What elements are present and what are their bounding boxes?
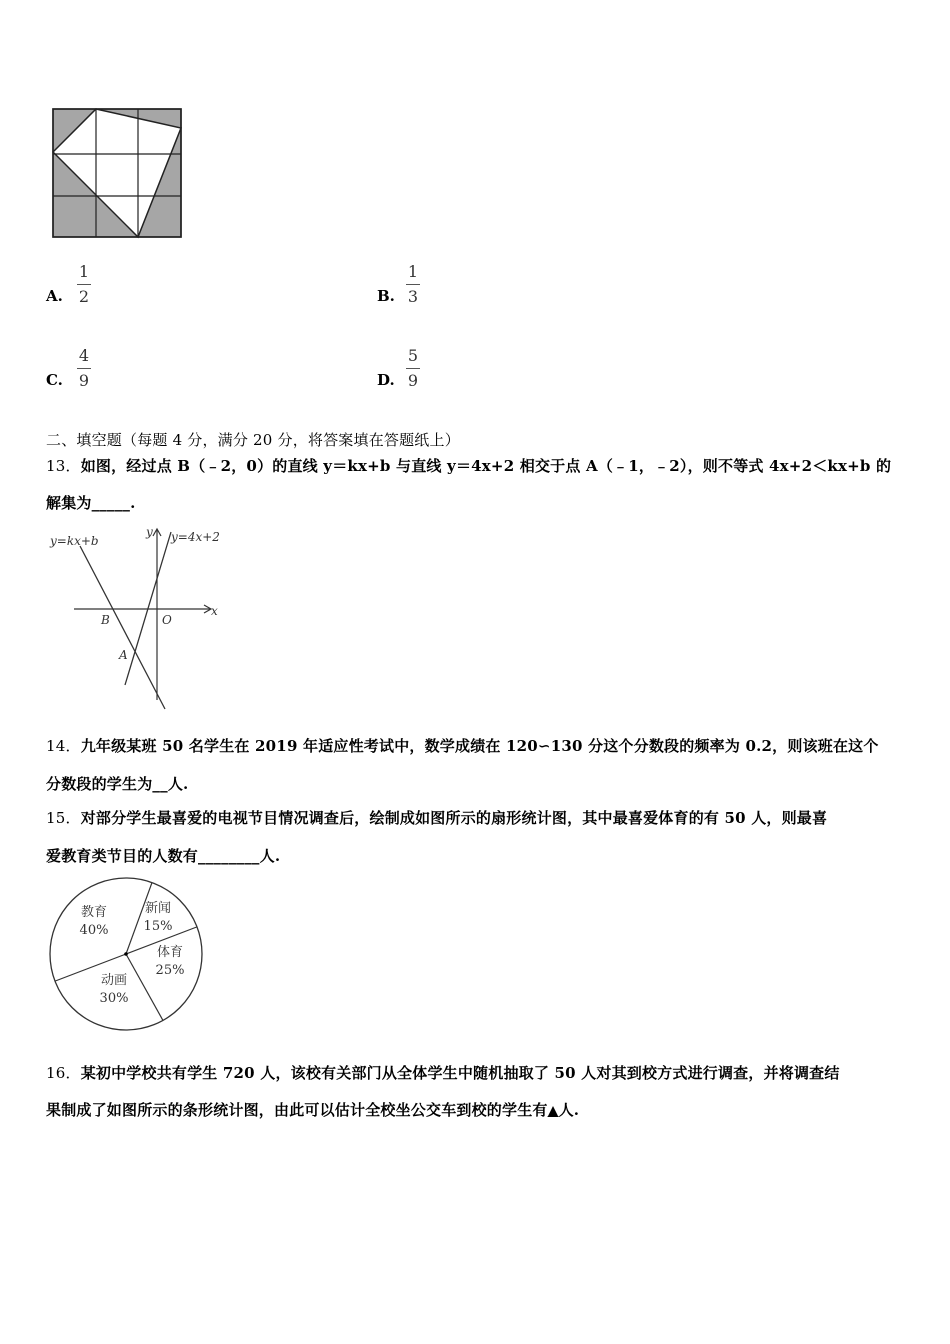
fraction: 5 9: [407, 346, 419, 390]
pie-slice-percent: 15%: [143, 919, 173, 934]
label-y: y: [146, 525, 153, 539]
q13-graph: [44, 520, 234, 715]
question-text: 人.: [167, 775, 189, 793]
answer-blank[interactable]: ________: [198, 847, 260, 865]
fraction: 1 2: [78, 262, 90, 306]
question-text: 爱教育类节目的人数有: [46, 847, 199, 865]
pie-center: [124, 952, 128, 956]
question-text: 如图，经过点 B（﹣2，0）的直线 y＝kx+b 与直线 y＝4x+2 相交于点 A（﹣1，﹣2），则不等式 4x+2＜kx+b 的: [80, 457, 892, 475]
q12-grid-figure: [52, 108, 184, 240]
fraction: 4 9: [78, 346, 90, 390]
label-o: O: [162, 613, 172, 627]
question-number: 14．: [46, 737, 81, 755]
question-text: .: [130, 494, 136, 512]
label-x: x: [211, 604, 218, 618]
option-letter: B.: [377, 287, 395, 305]
question-text: 九年级某班 50 名学生在 2019 年适应性考试中，数学成绩在 120∽130 分这个分数段的频率为 0.2，则该班在这个: [80, 737, 879, 755]
option-letter: D.: [377, 371, 395, 389]
fraction: 1 3: [407, 262, 419, 306]
label-a: A: [119, 648, 128, 662]
pie-slice-label: 新闻: [144, 901, 172, 916]
answer-blank[interactable]: _____: [91, 494, 131, 512]
pie-slice-percent: 30%: [99, 991, 129, 1006]
question-number: 13．: [46, 457, 81, 475]
pie-slice-percent: 25%: [155, 963, 185, 978]
q14-line2: [46, 773, 188, 794]
q16-line1: [46, 1062, 840, 1083]
label-b: B: [101, 613, 110, 627]
q15-line1: [46, 807, 827, 828]
pie-slice-label: 动画: [100, 973, 128, 988]
q15-line2: [46, 845, 280, 866]
question-number: 15．: [46, 809, 81, 827]
question-text: 解集为: [46, 494, 92, 512]
label-kxb: y=kx+b: [50, 534, 99, 548]
section-heading: 二、填空题（每题 4 分，满分 20 分，将答案填在答题纸上）: [46, 431, 460, 449]
q13-line1: [46, 455, 891, 476]
option-letter: A.: [46, 287, 63, 305]
question-text: 对部分学生最喜爱的电视节目情况调查后，绘制成如图所示的扇形统计图，其中最喜爱体育的有 50 人，则最喜: [80, 809, 828, 827]
question-number: 16．: [46, 1064, 81, 1082]
pie-slice-label: 体育: [156, 945, 184, 960]
answer-blank[interactable]: __: [152, 775, 168, 793]
q14-line1: [46, 735, 879, 756]
q16-line2: [46, 1099, 579, 1120]
pie-slice-percent: 40%: [79, 923, 109, 938]
question-text: 某初中学校共有学生 720 人，该校有关部门从全体学生中随机抽取了 50 人对其到校方式进行调查，并将调查结: [80, 1064, 840, 1082]
pie-slice-label: 教育: [80, 905, 108, 920]
question-text: 果制成了如图所示的条形统计图，由此可以估计全校坐公交车到校的学生有: [46, 1101, 548, 1119]
option-letter: C.: [46, 371, 63, 389]
q13-line2: [46, 492, 136, 513]
question-text: 人.: [259, 847, 281, 865]
answer-blank-triangle[interactable]: ▲: [547, 1103, 559, 1119]
question-text: 分数段的学生为: [46, 775, 153, 793]
label-4x2: y=4x+2: [171, 530, 220, 544]
q15-pie-chart: [44, 872, 214, 1037]
question-text: 人.: [558, 1101, 580, 1119]
